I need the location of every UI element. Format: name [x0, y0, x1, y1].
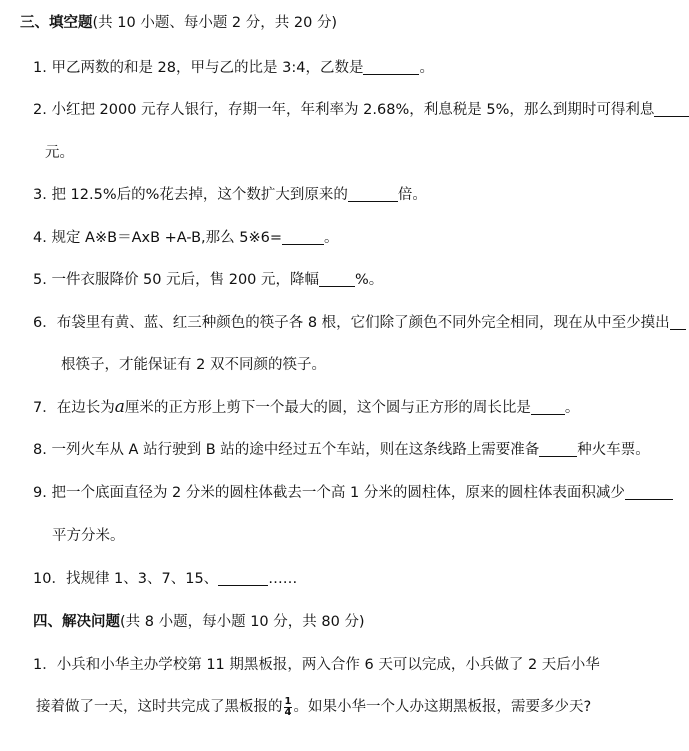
- question-2-cont: [45, 143, 74, 163]
- question-1-end: 。: [419, 60, 434, 76]
- answer-blank-10[interactable]: [218, 570, 268, 586]
- question-2-end: 元。: [45, 145, 74, 161]
- question-4-text: 4. 规定 A※B＝AxB +A-B,那么 5※6=: [33, 230, 283, 246]
- answer-blank-8[interactable]: [539, 441, 577, 457]
- question-9-end: 平方分米。: [52, 528, 125, 544]
- answer-blank-1[interactable]: [363, 59, 419, 75]
- answer-blank-4[interactable]: [282, 229, 324, 245]
- question-5: [33, 270, 383, 290]
- variable-a: a: [114, 397, 125, 417]
- question-2-text: 2. 小红把 2000 元存人银行，存期一年，年利率为 2.68%，利息税是 5%，那么到期时可得利息: [33, 102, 655, 118]
- answer-blank-6[interactable]: [670, 314, 686, 330]
- question-4: [33, 228, 339, 248]
- answer-blank-3[interactable]: [348, 186, 398, 202]
- fraction-numerator: 1: [284, 695, 292, 707]
- fraction-one-quarter: [284, 697, 293, 718]
- question-4-end: 。: [324, 230, 339, 246]
- section4-heading: [33, 612, 365, 632]
- question-5-text: 5. 一件衣服降价 50 元后，售 200 元，降幅: [33, 272, 320, 288]
- question-3-end: 倍。: [397, 187, 427, 203]
- problem-1: [33, 655, 600, 675]
- question-6-end: 根筷子，才能保证有 2 双不同颜的筷子。: [61, 357, 326, 373]
- question-9-text: 9. 把一个底面直径为 2 分米的圆柱体截去一个高 1 分米的圆柱体，原来的圆柱体表面积减少: [33, 485, 625, 501]
- question-10-text: 10．找规律 1、3、7、15、: [33, 571, 219, 587]
- question-8-text: 8. 一列火车从 A 站行驶到 B 站的途中经过五个车站，则在这条线路上需要准备: [33, 442, 540, 458]
- question-7-end: 。: [564, 400, 580, 416]
- section3-heading: [20, 13, 337, 33]
- question-9-cont: [52, 526, 125, 546]
- problem-1-text: 1．小兵和小华主办学校第 11 期黑板报，两入合作 6 天可以完成，小兵做了 2 天后小华: [33, 657, 600, 673]
- answer-blank-7[interactable]: [531, 399, 565, 415]
- question-9: [33, 483, 673, 503]
- question-7-text: 7．在边长为: [33, 400, 115, 416]
- question-6-text: 6．布袋里有黄、蓝、红三种颜色的筷子各 8 根，它们除了颜色不同外完全相同，现在从中至少摸出: [33, 315, 670, 331]
- question-3-text: 3. 把 12.5%后的%花去掉，这个数扩大到原来的: [33, 187, 348, 203]
- problem-1-text-2: 接着做了一天，这时共完成了黑板报的: [36, 699, 283, 715]
- question-3: [33, 185, 427, 205]
- problem-1-cont: [36, 695, 591, 719]
- section4-desc: (共 8 小题，每小题 10 分，共 80 分): [120, 614, 365, 630]
- question-5-end: %。: [355, 272, 384, 288]
- section4-title: 四、解决问题: [33, 614, 120, 630]
- question-7-text-2: 厘米的正方形上剪下一个最大的圆，这个圆与正方形的周长比是: [124, 400, 531, 416]
- question-1-text: 1. 甲乙两数的和是 28，甲与乙的比是 3:4，乙数是: [33, 60, 364, 76]
- question-1: [33, 58, 434, 78]
- question-10-end: ……: [268, 571, 298, 587]
- question-8-end: 种火车票。: [577, 442, 650, 458]
- fraction-denominator: 4: [284, 706, 292, 718]
- question-2: [33, 100, 689, 120]
- answer-blank-2[interactable]: [654, 101, 689, 117]
- question-7: [33, 397, 579, 418]
- question-10: [33, 569, 297, 589]
- answer-blank-5[interactable]: [319, 271, 355, 287]
- problem-1-question: 。如果小华一个人办这期黑板报，需要多少天?: [293, 699, 592, 715]
- section3-desc: (共 10 小题、每小题 2 分，共 20 分): [92, 15, 338, 31]
- question-6-cont: [61, 355, 326, 375]
- question-8: [33, 440, 650, 460]
- question-6: [33, 313, 686, 333]
- answer-blank-9[interactable]: [625, 484, 673, 500]
- section3-title: 三、填空题: [20, 15, 93, 31]
